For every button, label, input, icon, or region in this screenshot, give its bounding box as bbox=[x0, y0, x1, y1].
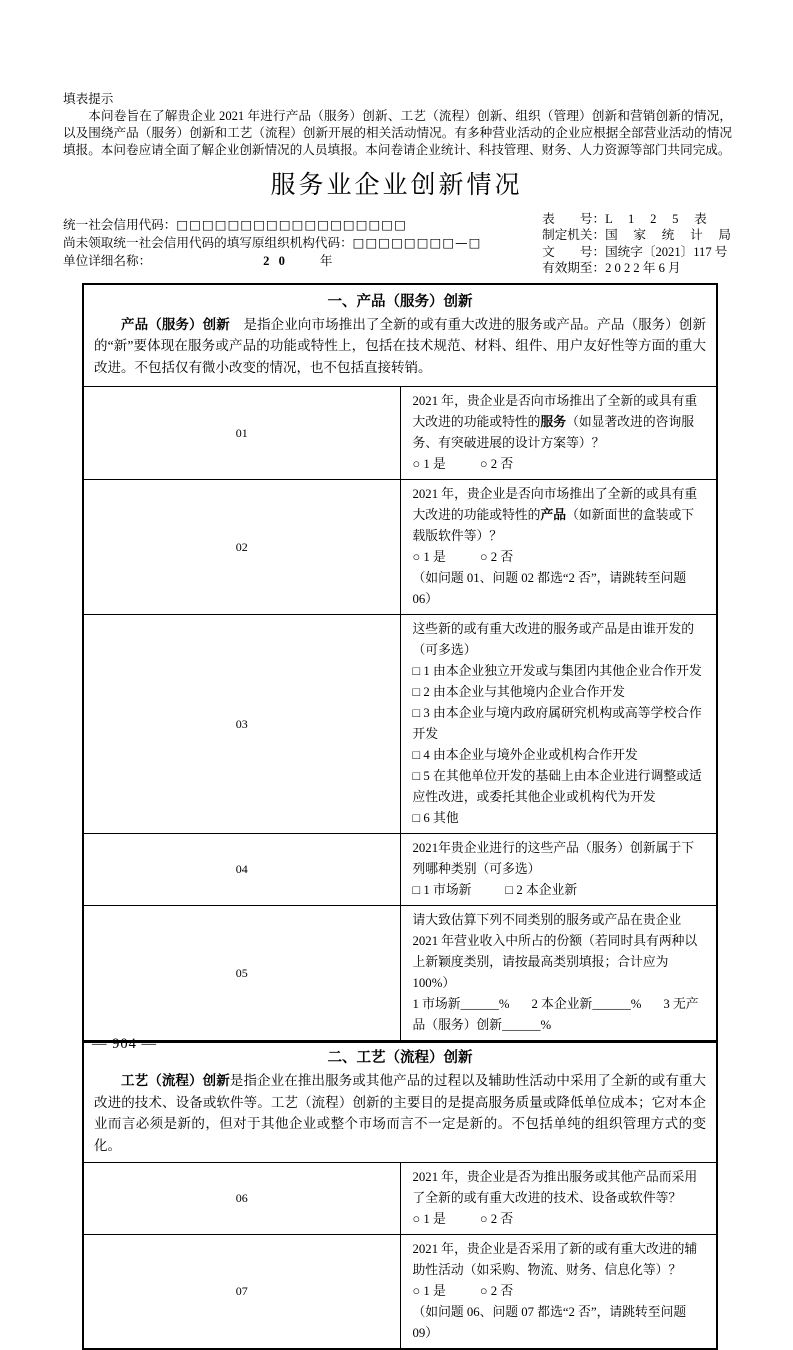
section-1-intro bbox=[94, 314, 706, 379]
credit-code-line bbox=[63, 216, 503, 234]
radio-option-yes: ○ 1 是 bbox=[412, 1212, 446, 1226]
section-1-intro-lead: 产品（服务）创新 bbox=[121, 316, 230, 332]
skip-note: （如问题 01、问题 02 都选“2 否”，请跳转至问题 06） bbox=[412, 571, 687, 606]
question-05-body bbox=[400, 906, 717, 1042]
question-06-body bbox=[400, 1163, 717, 1235]
skip-note: （如问题 06、问题 07 都选“2 否”，请跳转至问题 09） bbox=[412, 1305, 687, 1340]
section-2-title: 二、工艺（流程）创新 bbox=[327, 1050, 473, 1066]
question-02-body bbox=[400, 480, 717, 615]
question-row-01 bbox=[83, 387, 717, 480]
question-04-number: 04 bbox=[83, 834, 400, 906]
question-row-02 bbox=[83, 480, 717, 615]
report-year-value: 2 0 bbox=[263, 254, 288, 268]
question-row-04 bbox=[83, 834, 717, 906]
question-01-text: 2021 年，贵企业是否向市场推出了全新的或具有重大改进的功能或特性的服务（如显著改进的咨询服务、有突破进展的设计方案等）？ bbox=[412, 394, 698, 450]
unit-name-line bbox=[63, 252, 503, 270]
fill-blank-no-innovation: 3 无产品（服务）创新______% bbox=[412, 997, 699, 1032]
question-04-body bbox=[400, 834, 717, 906]
radio-option-no: ○ 2 否 bbox=[479, 550, 514, 564]
question-06-options bbox=[413, 1209, 707, 1230]
radio-option-yes: ○ 1 是 bbox=[412, 457, 446, 471]
question-row-06 bbox=[83, 1163, 717, 1235]
section-1-header-row bbox=[83, 284, 717, 387]
meta-left-column bbox=[63, 216, 503, 270]
form-number-line: 表 号：L 1 2 5 表 bbox=[542, 212, 707, 226]
page-title: 服务业企业创新情况 bbox=[270, 172, 523, 199]
question-07-text: 2021 年，贵企业是否采用了新的或有重大改进的辅助性活动（如采购、物流、财务、信息化等）？ bbox=[412, 1242, 698, 1277]
fill-blank-firm-new: 2 本企业新______% bbox=[531, 997, 642, 1011]
question-04-text: 2021年贵企业进行的这些产品（服务）创新属于下列哪种类别（可多选） bbox=[412, 841, 695, 876]
question-07-body bbox=[400, 1235, 717, 1350]
org-code-boxes: □□□□□□□□—□ bbox=[352, 235, 482, 250]
question-05-text: 请大致估算下列不同类别的服务或产品在贵企业 2021 年营业收入中所占的份额（若同时具有两种以上新颖度类别，请按最高类别填报；合计应为 100%） bbox=[412, 913, 698, 990]
section-2-table bbox=[82, 1041, 718, 1350]
question-02-options bbox=[413, 547, 707, 568]
question-06-number: 06 bbox=[83, 1163, 400, 1235]
question-07-number: 07 bbox=[83, 1235, 400, 1350]
question-05-fill-line bbox=[413, 994, 707, 1036]
question-row-03 bbox=[83, 615, 717, 834]
section-1-header bbox=[83, 284, 717, 387]
credit-code-boxes: □□□□□□□□□□□□□□□□□□ bbox=[176, 217, 407, 232]
org-code-line bbox=[63, 234, 503, 252]
checkbox-option-1: □ 1 由本企业独立开发或与集团内其他企业合作开发 bbox=[412, 664, 702, 678]
radio-option-no: ○ 2 否 bbox=[479, 1212, 514, 1226]
notice-body: 本问卷旨在了解贵企业 2021 年进行产品（服务）创新、工艺（流程）创新、组织（管理）创新和营销创新的情况，以及围绕产品（服务）创新和工艺（流程）创新开展的相关活动情况。有多种营业活动的企业应根据全部营业活动的情况填报。本问卷应请全面了解企业创新情况的人员填报。本问卷请企业统计、科技管理、财务、人力资源等部门共同完成。 bbox=[63, 109, 732, 157]
question-01-number: 01 bbox=[83, 387, 400, 480]
page-number: — 904 — bbox=[92, 1036, 157, 1052]
question-03-text: 这些新的或有重大改进的服务或产品是由谁开发的（可多选） bbox=[412, 622, 695, 657]
checkbox-option-4: □ 4 由本企业与境外企业或机构合作开发 bbox=[412, 748, 638, 762]
document-number-line: 文 号：国统字〔2021〕117 号 bbox=[542, 244, 728, 259]
question-02-text: 2021 年，贵企业是否向市场推出了全新的或具有重大改进的功能或特性的产品（如新面世的盒装或下载版软件等）？ bbox=[412, 487, 698, 543]
section-2-header bbox=[83, 1042, 717, 1163]
org-code-label: 尚未领取统一社会信用代码的填写原组织机构代码： bbox=[63, 236, 353, 250]
form-notice bbox=[63, 91, 732, 159]
question-06-text: 2021 年，贵企业是否为推出服务或其他产品而采用了全新的或有重大改进的技术、设备或软件等？ bbox=[412, 1170, 698, 1205]
section-2-intro bbox=[94, 1070, 706, 1156]
question-row-05 bbox=[83, 906, 717, 1042]
checkbox-option-6: □ 6 其他 bbox=[412, 811, 459, 825]
credit-code-label: 统一社会信用代码： bbox=[63, 218, 177, 232]
checkbox-option-firm-new: □ 2 本企业新 bbox=[505, 883, 578, 897]
question-01-options bbox=[413, 454, 707, 475]
question-07-options bbox=[413, 1281, 707, 1302]
radio-option-yes: ○ 1 是 bbox=[412, 1284, 446, 1298]
checkbox-option-5: □ 5 在其他单位开发的基础上由本企业进行调整或适应性改进，或委托其他企业或机构代为开发 bbox=[412, 769, 702, 804]
question-02-number: 02 bbox=[83, 480, 400, 615]
question-03-body bbox=[400, 615, 717, 834]
radio-option-no: ○ 2 否 bbox=[479, 1284, 514, 1298]
question-row-07 bbox=[83, 1235, 717, 1350]
section-1-intro-body: 是指企业向市场推出了全新的或有重大改进的服务或产品。产品（服务）创新的“新”要体现在服务或产品的功能或特性上，包括在技术规范、材料、组件、用户友好性等方面的重大改进。不包括仅有微小改变的情况，也不包括直接转销。 bbox=[94, 316, 707, 375]
unit-name-label: 单位详细名称： bbox=[63, 254, 152, 268]
notice-title: 填表提示 bbox=[63, 92, 114, 106]
radio-option-no: ○ 2 否 bbox=[479, 457, 514, 471]
radio-option-yes: ○ 1 是 bbox=[412, 550, 446, 564]
checkbox-option-2: □ 2 由本企业与其他境内企业合作开发 bbox=[412, 685, 625, 699]
report-year-unit: 年 bbox=[319, 254, 333, 268]
section-2-intro-body: 是指企业在推出服务或其他产品的过程以及辅助性活动中采用了全新的或有重大改进的技术、设备或软件等。工艺（流程）创新的主要目的是提高服务质量或降低单位成本；它对本企业而言必须是新的，但对于其他企业或整个市场而言不一定是新的。不包括单纯的组织管理方式的变化。 bbox=[94, 1073, 707, 1153]
question-05-number: 05 bbox=[83, 906, 400, 1042]
section-2-header-row bbox=[83, 1042, 717, 1163]
question-03-number: 03 bbox=[83, 615, 400, 834]
meta-right-column bbox=[542, 211, 731, 277]
section-1-table bbox=[82, 283, 718, 1042]
section-1-title: 一、产品（服务）创新 bbox=[327, 293, 473, 310]
question-01-body bbox=[400, 387, 717, 480]
question-04-options bbox=[413, 880, 707, 901]
valid-until-line: 有效期至：2 0 2 2 年 6 月 bbox=[542, 261, 681, 276]
fill-blank-market-new: 1 市场新______% bbox=[412, 997, 510, 1011]
questionnaire bbox=[82, 283, 718, 1350]
section-2-intro-lead: 工艺（流程）创新 bbox=[121, 1073, 230, 1088]
issuing-agency-line: 制定机关：国 家 统 计 局 bbox=[542, 228, 731, 243]
checkbox-option-3: □ 3 由本企业与境内政府属研究机构或高等学校合作开发 bbox=[412, 706, 702, 741]
checkbox-option-market-new: □ 1 市场新 bbox=[412, 883, 472, 897]
